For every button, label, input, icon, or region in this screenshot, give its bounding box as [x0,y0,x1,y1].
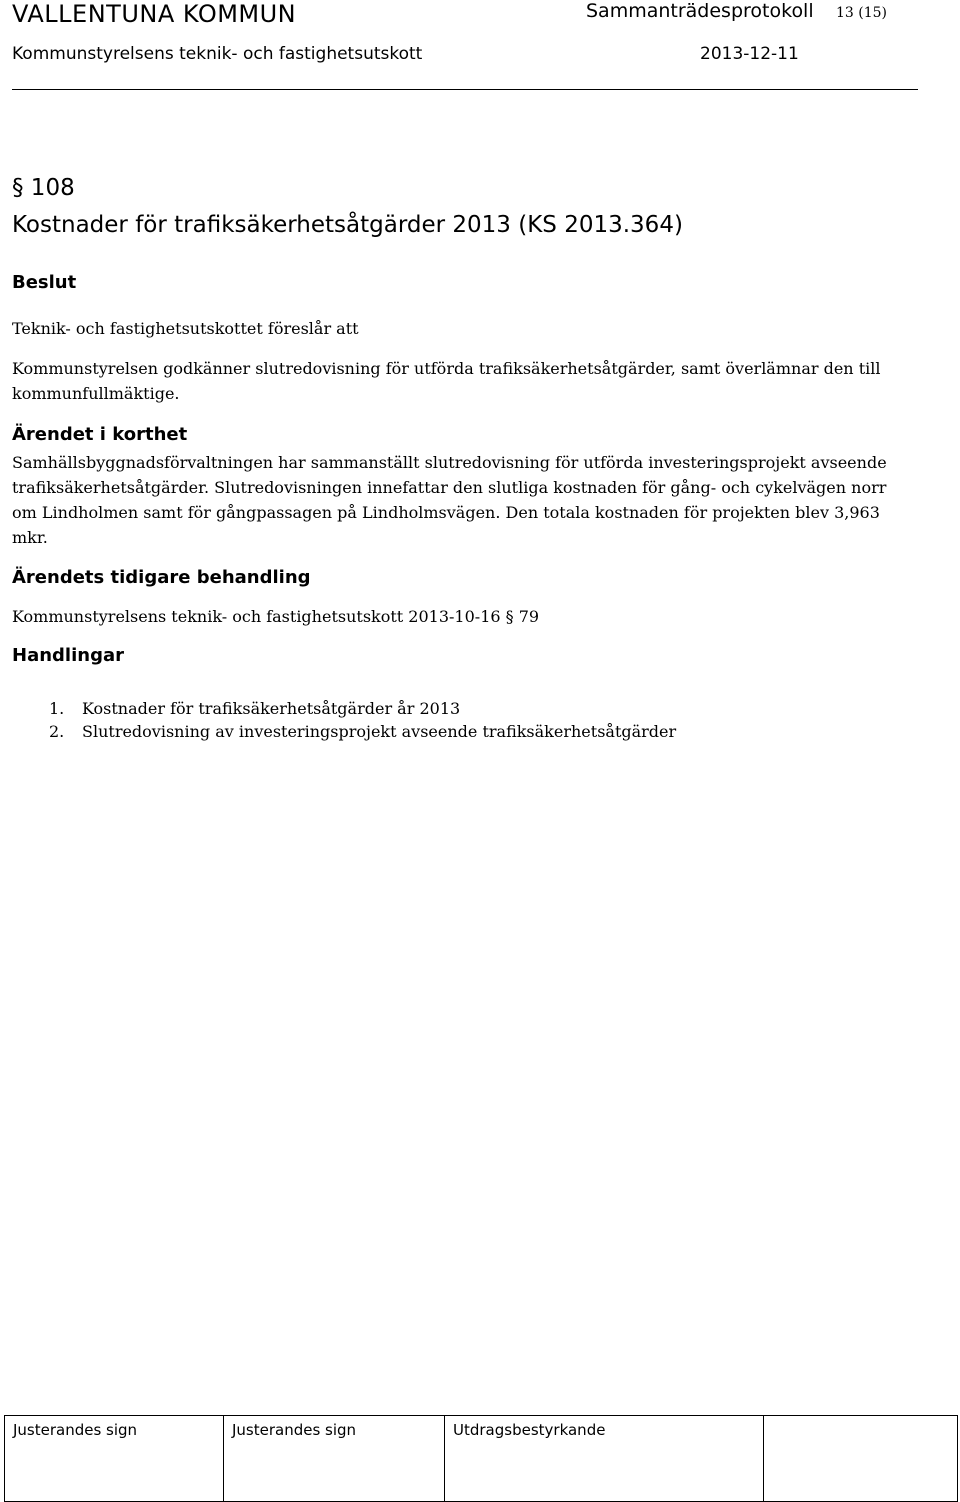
heading-documents: Handlingar [12,645,124,666]
section-number: § 108 [12,175,75,201]
extract-certification-cell: Utdragsbestyrkande [445,1416,764,1502]
documents-list [49,697,676,743]
list-item-number: 2. [49,722,65,741]
signature-cell: Justerandes sign [5,1416,224,1502]
heading-beslut: Beslut [12,272,77,293]
document-type: Sammanträdesprotokoll [586,0,814,22]
organization-name: VALLENTUNA KOMMUN [12,0,297,28]
list-item-text: Kostnader för trafiksäkerhetsåtgärder år 2013 [82,699,461,718]
page-number: 13 (15) [836,5,888,21]
list-item-number: 1. [49,699,65,718]
decision-text: Kommunstyrelsen godkänner slutredovisning för utförda trafiksäkerhetsåtgärder, samt överlämnar den till kommunfullmäktige. [12,359,881,403]
signature-table [4,1415,958,1502]
heading-summary: Ärendet i korthet [12,424,188,445]
blank-cell [764,1416,958,1502]
summary-text: Samhällsbyggnadsförvaltningen har sammanställt slutredovisning för utförda investeringsprojekt avseende trafiksäkerhetsåtgärder. Slutredovisningen innefattar den slutliga kostnaden för gång- och cykelvägen norr om Lindholmen samt för gångpassagen på Lindholmsvägen. Den totala kostnaden för projekten blev 3,963 mkr. [12,453,887,547]
signature-cell: Justerandes sign [224,1416,445,1502]
heading-previous-handling: Ärendets tidigare behandling [12,567,311,588]
list-item [49,697,676,720]
previous-handling-text: Kommunstyrelsens teknik- och fastighetsutskott 2013-10-16 § 79 [12,607,540,626]
list-item-text: Slutredovisning av investeringsprojekt avseende trafiksäkerhetsåtgärder [82,722,677,741]
section-title: Kostnader för trafiksäkerhetsåtgärder 2013 (KS 2013.364) [12,212,683,238]
header-divider [12,89,918,90]
proposal-text: Teknik- och fastighetsutskottet föreslår att [12,319,359,338]
meeting-date: 2013-12-11 [700,44,799,64]
committee-name: Kommunstyrelsens teknik- och fastighetsutskott [12,44,423,64]
list-item [49,720,676,743]
